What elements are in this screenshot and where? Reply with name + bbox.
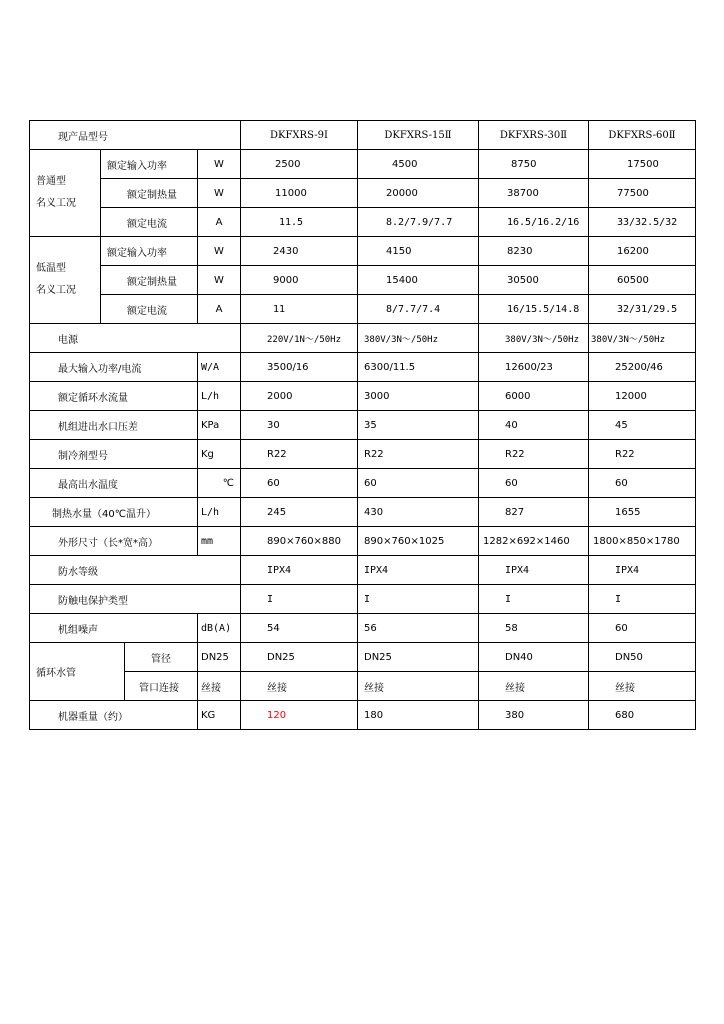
unit-cell: ℃ bbox=[198, 469, 241, 498]
value-cell: 4500 bbox=[358, 150, 479, 179]
value-cell: IPX4 bbox=[358, 556, 479, 585]
table-row bbox=[30, 237, 696, 266]
table-row bbox=[30, 498, 696, 527]
value-cell: 6000 bbox=[479, 382, 589, 411]
header-row bbox=[30, 121, 696, 150]
value-cell: 220V/1N～/50Hz bbox=[241, 324, 358, 353]
spec-table bbox=[29, 120, 696, 730]
unit-cell: W/A bbox=[198, 353, 241, 382]
value-cell: 丝接 bbox=[479, 672, 589, 701]
model-label: 现产品型号 bbox=[30, 121, 241, 150]
param-label: 额定制热量 bbox=[101, 179, 198, 208]
value-cell: 15400 bbox=[358, 266, 479, 295]
value-cell: 25200/46 bbox=[589, 353, 696, 382]
value-cell: 430 bbox=[358, 498, 479, 527]
unit-cell: KPa bbox=[198, 411, 241, 440]
value-cell: DN50 bbox=[589, 643, 696, 672]
table-row bbox=[30, 643, 696, 672]
table-row bbox=[30, 469, 696, 498]
value-cell: 3000 bbox=[358, 382, 479, 411]
table-row bbox=[30, 208, 696, 237]
value-cell: 380 bbox=[479, 701, 589, 730]
unit-cell: L/h bbox=[198, 498, 241, 527]
table-row bbox=[30, 411, 696, 440]
unit-cell: mm bbox=[198, 527, 241, 556]
group-name: 低温型 bbox=[36, 263, 66, 274]
table-row bbox=[30, 353, 696, 382]
table-row bbox=[30, 179, 696, 208]
value-cell: 38700 bbox=[479, 179, 589, 208]
param-label: 额定输入功率 bbox=[101, 150, 198, 179]
param-label: 额定输入功率 bbox=[101, 237, 198, 266]
param-label: 额定循环水流量 bbox=[30, 382, 198, 411]
param-label: 额定电流 bbox=[101, 295, 198, 324]
value-cell: 1800×850×1780 bbox=[589, 527, 696, 556]
unit-cell: dB(A) bbox=[198, 614, 241, 643]
value-cell: I bbox=[358, 585, 479, 614]
value-cell: 4150 bbox=[358, 237, 479, 266]
value-cell: 12000 bbox=[589, 382, 696, 411]
model-name: DKFXRS-60Ⅱ bbox=[589, 121, 696, 150]
param-label: 额定制热量 bbox=[101, 266, 198, 295]
value-cell: 680 bbox=[589, 701, 696, 730]
param-label: 机组进出水口压差 bbox=[30, 411, 198, 440]
value-cell: DN40 bbox=[479, 643, 589, 672]
unit-cell: A bbox=[198, 208, 241, 237]
table-row bbox=[30, 701, 696, 730]
group-name: 普通型 bbox=[36, 176, 66, 187]
weight-value-highlighted: 120 bbox=[241, 701, 358, 730]
value-cell: R22 bbox=[479, 440, 589, 469]
model-name: DKFXRS-15Ⅱ bbox=[358, 121, 479, 150]
unit-cell: DN25 bbox=[198, 643, 241, 672]
value-cell: 60 bbox=[358, 469, 479, 498]
value-cell: 16/15.5/14.8 bbox=[479, 295, 589, 324]
value-cell: 60500 bbox=[589, 266, 696, 295]
value-cell: IPX4 bbox=[589, 556, 696, 585]
value-cell: 35 bbox=[358, 411, 479, 440]
value-cell: 1282×692×1460 bbox=[479, 527, 589, 556]
group-normal-label bbox=[30, 150, 101, 237]
value-cell: 11000 bbox=[241, 179, 358, 208]
value-cell: I bbox=[479, 585, 589, 614]
value-cell: 12600/23 bbox=[479, 353, 589, 382]
value-cell: 60 bbox=[241, 469, 358, 498]
value-cell: 丝接 bbox=[589, 672, 696, 701]
param-label: 管口连接 bbox=[125, 672, 198, 701]
value-cell: 60 bbox=[479, 469, 589, 498]
value-cell: 2500 bbox=[241, 150, 358, 179]
value-cell: 30500 bbox=[479, 266, 589, 295]
unit-cell: W bbox=[198, 179, 241, 208]
table-row bbox=[30, 672, 696, 701]
value-cell: 2000 bbox=[241, 382, 358, 411]
param-label: 额定电流 bbox=[101, 208, 198, 237]
unit-cell: W bbox=[198, 237, 241, 266]
param-label: 防触电保护类型 bbox=[30, 585, 241, 614]
unit-cell: 丝接 bbox=[198, 672, 241, 701]
table-row bbox=[30, 556, 696, 585]
param-label: 管径 bbox=[125, 643, 198, 672]
value-cell: 380V/3N～/50Hz bbox=[479, 324, 589, 353]
unit-cell: W bbox=[198, 266, 241, 295]
unit-cell: KG bbox=[198, 701, 241, 730]
model-name: DKFXRS-30Ⅱ bbox=[479, 121, 589, 150]
value-cell: 6300/11.5 bbox=[358, 353, 479, 382]
group-subname: 名义工况 bbox=[36, 198, 76, 209]
value-cell: 827 bbox=[479, 498, 589, 527]
value-cell: 40 bbox=[479, 411, 589, 440]
pipe-group-label: 循环水管 bbox=[30, 643, 125, 701]
value-cell: 16.5/16.2/16 bbox=[479, 208, 589, 237]
param-label: 防水等级 bbox=[30, 556, 241, 585]
param-label: 制冷剂型号 bbox=[30, 440, 198, 469]
value-cell: 30 bbox=[241, 411, 358, 440]
value-cell: 45 bbox=[589, 411, 696, 440]
value-cell: 16200 bbox=[589, 237, 696, 266]
value-cell: 8750 bbox=[479, 150, 589, 179]
value-cell: 2430 bbox=[241, 237, 358, 266]
value-cell: 180 bbox=[358, 701, 479, 730]
value-cell: 890×760×1025 bbox=[358, 527, 479, 556]
value-cell: 54 bbox=[241, 614, 358, 643]
value-cell: 丝接 bbox=[241, 672, 358, 701]
unit-cell: L/h bbox=[198, 382, 241, 411]
value-cell: 56 bbox=[358, 614, 479, 643]
value-cell: I bbox=[241, 585, 358, 614]
param-label: 最大输入功率/电流 bbox=[30, 353, 198, 382]
value-cell: 1655 bbox=[589, 498, 696, 527]
value-cell: 77500 bbox=[589, 179, 696, 208]
value-cell: 8/7.7/7.4 bbox=[358, 295, 479, 324]
table-row bbox=[30, 295, 696, 324]
value-cell: 33/32.5/32 bbox=[589, 208, 696, 237]
table-row bbox=[30, 614, 696, 643]
table-row bbox=[30, 150, 696, 179]
param-label: 电源 bbox=[30, 324, 241, 353]
value-cell: DN25 bbox=[358, 643, 479, 672]
value-cell: 380V/3N～/50Hz bbox=[589, 324, 696, 353]
value-cell: 丝接 bbox=[358, 672, 479, 701]
model-name: DKFXRS-9Ⅰ bbox=[241, 121, 358, 150]
unit-cell: Kg bbox=[198, 440, 241, 469]
param-label: 机组噪声 bbox=[30, 614, 198, 643]
value-cell: R22 bbox=[358, 440, 479, 469]
value-cell: 32/31/29.5 bbox=[589, 295, 696, 324]
value-cell: 17500 bbox=[589, 150, 696, 179]
unit-cell: W bbox=[198, 150, 241, 179]
unit-cell: A bbox=[198, 295, 241, 324]
value-cell: 11.5 bbox=[241, 208, 358, 237]
param-label: 最高出水温度 bbox=[30, 469, 198, 498]
table-row bbox=[30, 324, 696, 353]
group-subname: 名义工况 bbox=[36, 285, 76, 296]
value-cell: 380V/3N～/50Hz bbox=[358, 324, 479, 353]
table-row bbox=[30, 266, 696, 295]
table-row bbox=[30, 382, 696, 411]
value-cell: 890×760×880 bbox=[241, 527, 358, 556]
value-cell: IPX4 bbox=[241, 556, 358, 585]
param-label: 机器重量（约） bbox=[30, 701, 198, 730]
table-row bbox=[30, 585, 696, 614]
value-cell: 11 bbox=[241, 295, 358, 324]
value-cell: 8230 bbox=[479, 237, 589, 266]
value-cell: R22 bbox=[589, 440, 696, 469]
value-cell: 20000 bbox=[358, 179, 479, 208]
value-cell: R22 bbox=[241, 440, 358, 469]
value-cell: 245 bbox=[241, 498, 358, 527]
param-label: 制热水量（40℃温升） bbox=[30, 498, 198, 527]
group-low-label bbox=[30, 237, 101, 324]
value-cell: 58 bbox=[479, 614, 589, 643]
value-cell: 60 bbox=[589, 614, 696, 643]
value-cell: 9000 bbox=[241, 266, 358, 295]
value-cell: 60 bbox=[589, 469, 696, 498]
value-cell: 8.2/7.9/7.7 bbox=[358, 208, 479, 237]
value-cell: IPX4 bbox=[479, 556, 589, 585]
table-row bbox=[30, 440, 696, 469]
value-cell: I bbox=[589, 585, 696, 614]
value-cell: 3500/16 bbox=[241, 353, 358, 382]
table-row bbox=[30, 527, 696, 556]
param-label: 外形尺寸（长*宽*高） bbox=[30, 527, 198, 556]
value-cell: DN25 bbox=[241, 643, 358, 672]
